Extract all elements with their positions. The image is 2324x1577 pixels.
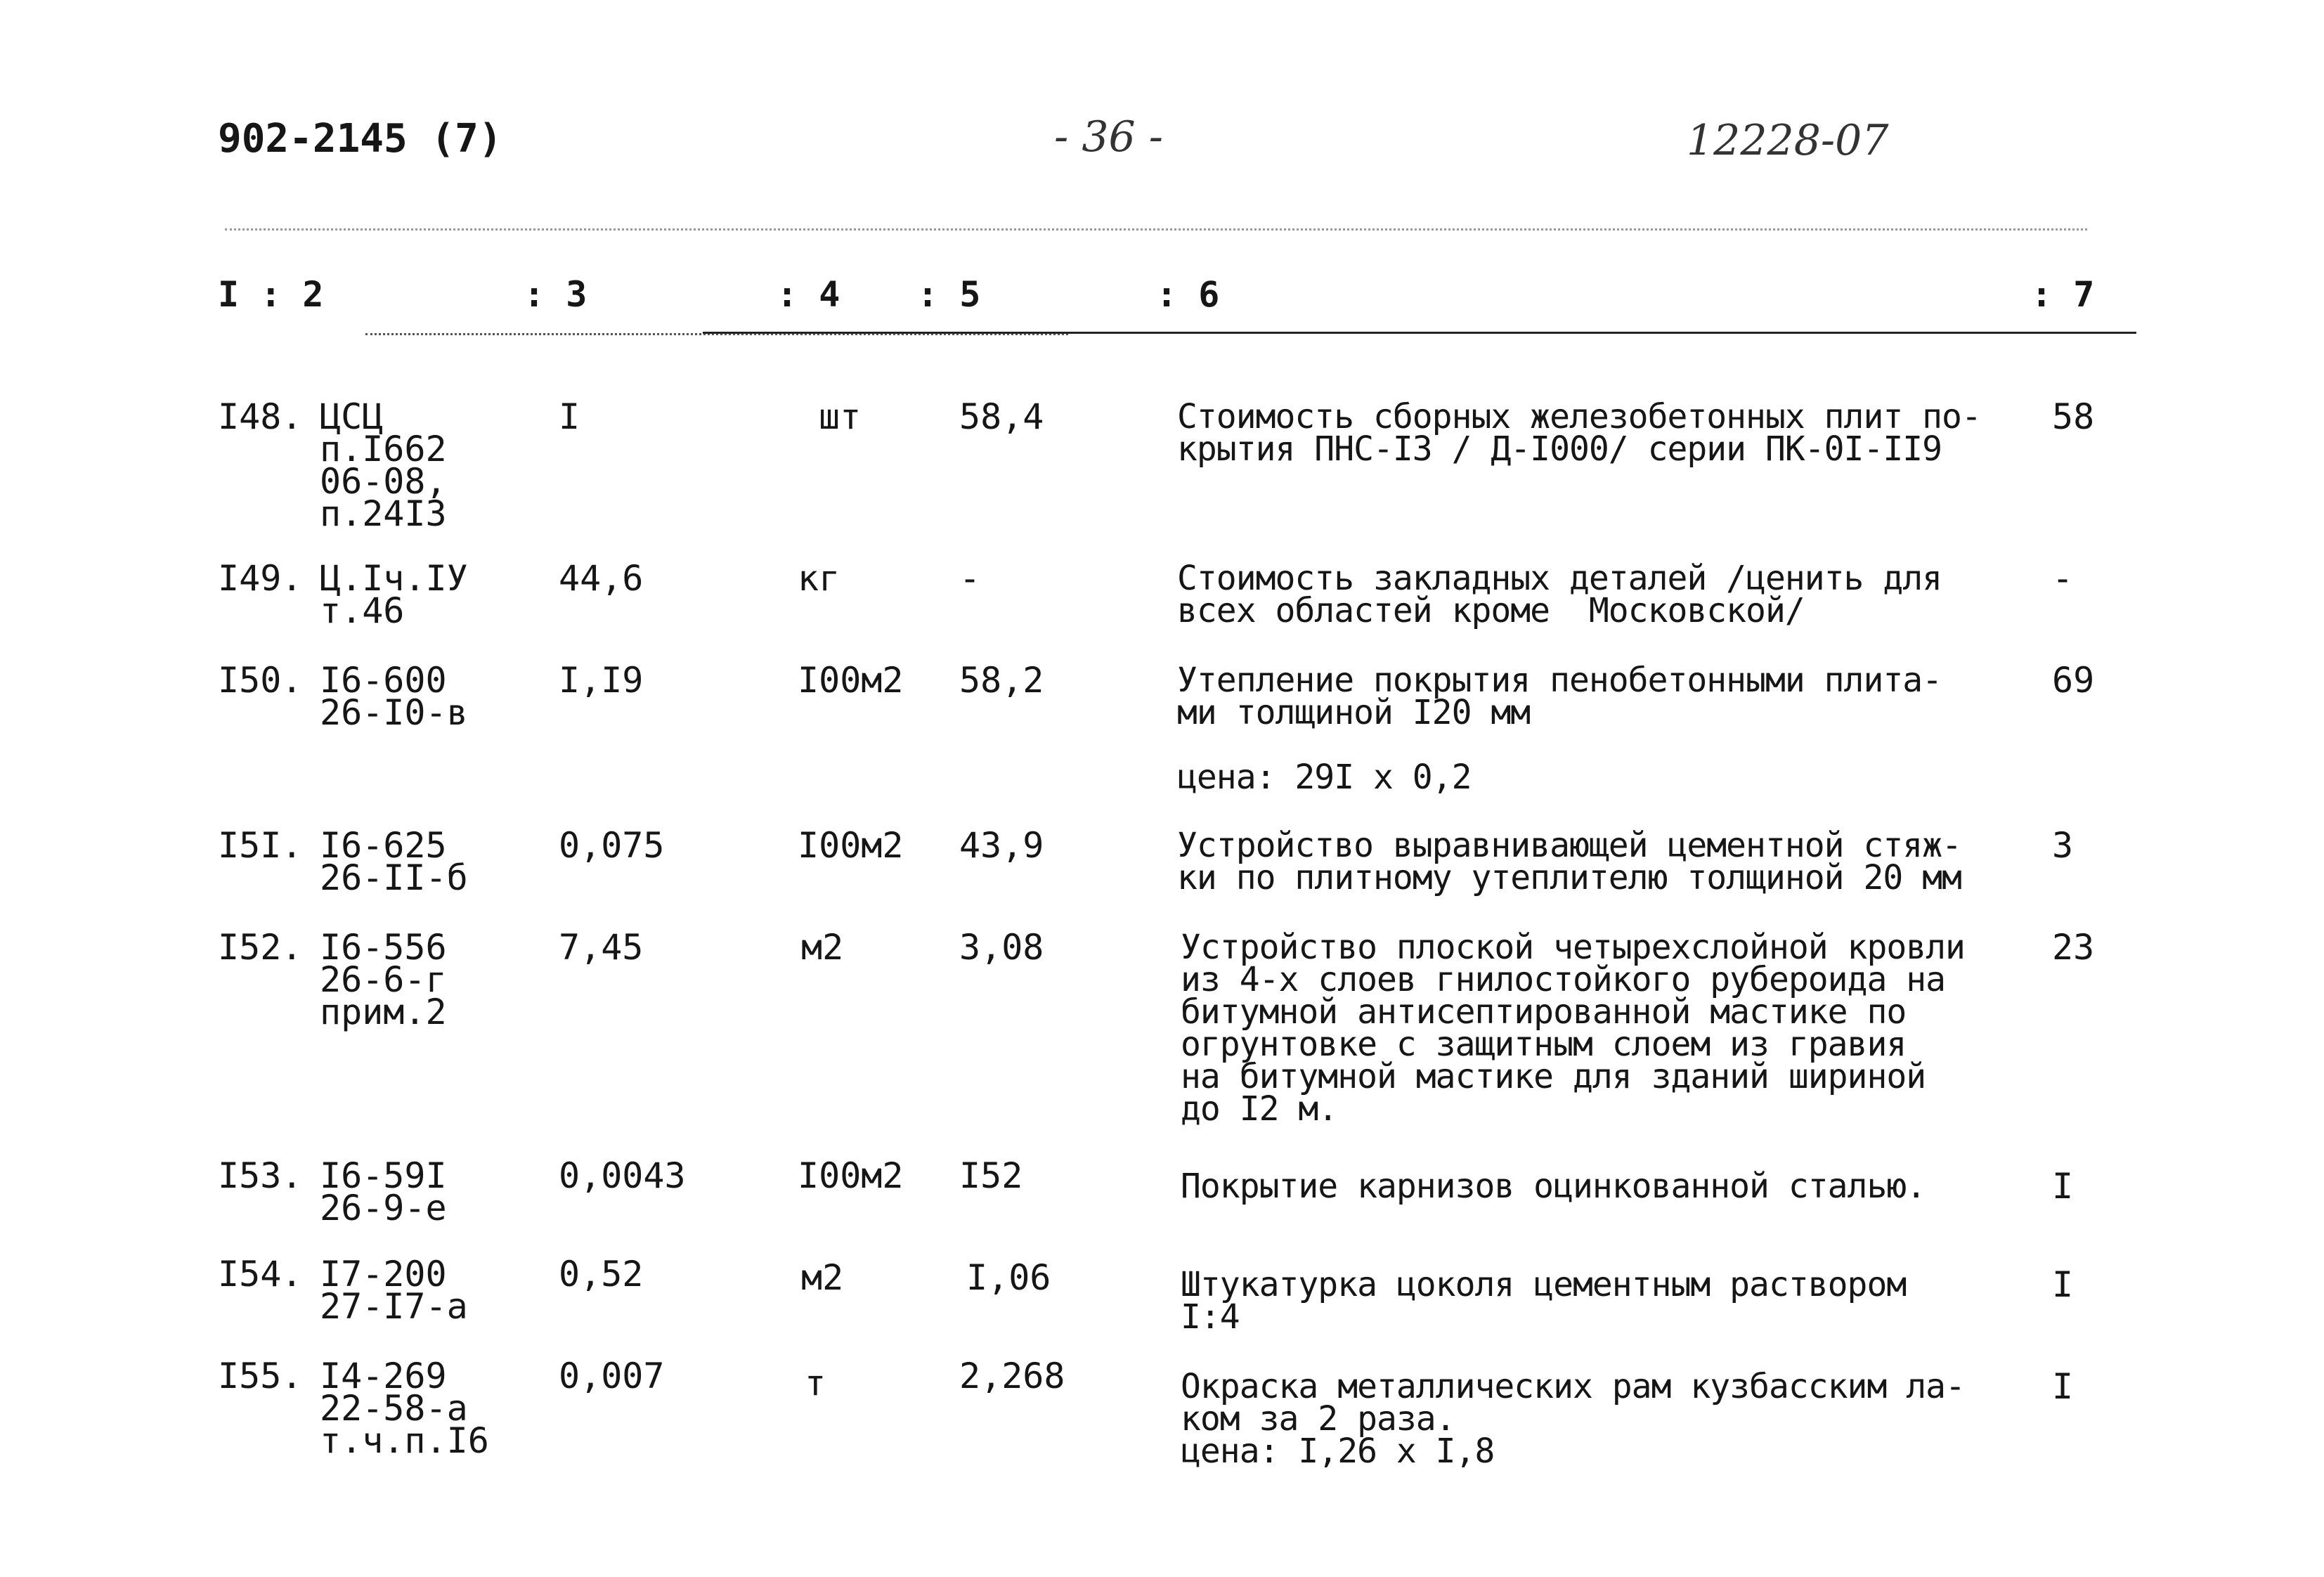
row-description: Стоимость сборных железобетонных плит по- крытия ПНС-I3 / Д-I000/ серии ПК-0I-II9	[1177, 397, 1981, 469]
row-description: Штукатурка цоколя цементным раствором I:4	[1181, 1265, 1907, 1337]
row-price: I52	[959, 1155, 1023, 1196]
header-underline	[703, 332, 2136, 334]
row-price: 2,268	[959, 1356, 1065, 1396]
row-unit: шт	[819, 396, 862, 437]
row-code: I6-556 26-6-г прим.2	[320, 927, 447, 1032]
row-price: 3,08	[959, 927, 1044, 968]
row-description: Утепление покрытия пенобетонными плита- ми толщиной I20 мм цена: 29I x 0,2	[1177, 661, 1942, 797]
row-quantity: 7,45	[559, 927, 644, 968]
column-header-5: : 5	[917, 274, 981, 315]
row-quantity: I,I9	[559, 660, 644, 701]
row-description: Окраска металлических рам кузбасским ла- ком за 2 раза. цена: I,26 x I,8	[1181, 1367, 1965, 1471]
column-header-1-2: I : 2	[218, 274, 324, 315]
row-total: I	[2052, 1366, 2074, 1407]
row-code: Ц.Iч.IУ т.46	[320, 558, 468, 631]
row-quantity: 0,075	[559, 825, 665, 866]
document-code: 902-2145 (7)	[218, 116, 502, 162]
row-unit: I00м2	[798, 825, 904, 866]
registration-number: 12228-07	[1687, 116, 1889, 165]
row-number: I55.	[218, 1356, 303, 1396]
row-number: I48.	[218, 396, 303, 437]
column-header-4: : 4	[777, 274, 840, 315]
row-number: I54.	[218, 1254, 303, 1294]
row-code: I6-59I 26-9-е	[320, 1155, 447, 1228]
column-header-3: : 3	[524, 274, 588, 315]
row-quantity: 44,6	[559, 558, 644, 599]
row-code: ЦСЦ п.I662 06-08, п.24I3	[320, 396, 447, 534]
row-total: I	[2052, 1264, 2074, 1305]
row-unit: кг	[798, 558, 840, 599]
row-total: 23	[2052, 927, 2095, 968]
row-number: I49.	[218, 558, 303, 599]
row-number: I53.	[218, 1155, 303, 1196]
row-unit: I00м2	[798, 1155, 904, 1196]
row-quantity: I	[559, 396, 580, 437]
row-unit: т	[805, 1363, 826, 1403]
row-quantity: 0,007	[559, 1356, 665, 1396]
row-total: 3	[2052, 825, 2074, 866]
row-price: -	[959, 558, 981, 599]
row-price: 58,2	[959, 660, 1044, 701]
column-header-7: : 7	[2031, 274, 2095, 315]
row-price: I,06	[966, 1257, 1051, 1298]
row-quantity: 0,0043	[559, 1155, 686, 1196]
row-quantity: 0,52	[559, 1254, 644, 1294]
page-number: - 36 -	[1054, 112, 1164, 162]
row-total: 58	[2052, 396, 2095, 437]
row-number: I5I.	[218, 825, 303, 866]
row-code: I7-200 27-I7-а	[320, 1254, 468, 1327]
row-price: 43,9	[959, 825, 1044, 866]
row-code: I6-625 26-II-б	[320, 825, 468, 898]
row-description: Стоимость закладных деталей /ценить для всех областей кроме Московской/	[1177, 559, 1942, 630]
row-number: I50.	[218, 660, 303, 701]
row-number: I52.	[218, 927, 303, 968]
row-description: Устройство плоской четырехслойной кровли из 4-х слоев гнилостойкого рубероида на битумной антисептированной мастике по огрунтовке с защитным слоем из гравия на битумной мастике для зданий шириной до I2 м.	[1181, 928, 1965, 1129]
row-code: I4-269 22-58-а т.ч.п.I6	[320, 1356, 489, 1461]
row-code: I6-600 26-I0-в	[320, 660, 468, 733]
row-price: 58,4	[959, 396, 1044, 437]
row-total: 69	[2052, 660, 2095, 701]
row-unit: I00м2	[798, 660, 904, 701]
row-description: Покрытие карнизов оцинкованной сталью.	[1181, 1167, 1926, 1206]
row-unit: м2	[801, 927, 844, 968]
row-total: I	[2052, 1166, 2074, 1207]
row-total: -	[2052, 558, 2074, 599]
column-header-6: : 6	[1156, 274, 1220, 315]
row-unit: м2	[801, 1257, 844, 1298]
top-divider	[225, 228, 2087, 231]
row-description: Устройство выравнивающей цементной стяж- ки по плитному утеплителю толщиной 20 мм	[1177, 826, 1961, 897]
